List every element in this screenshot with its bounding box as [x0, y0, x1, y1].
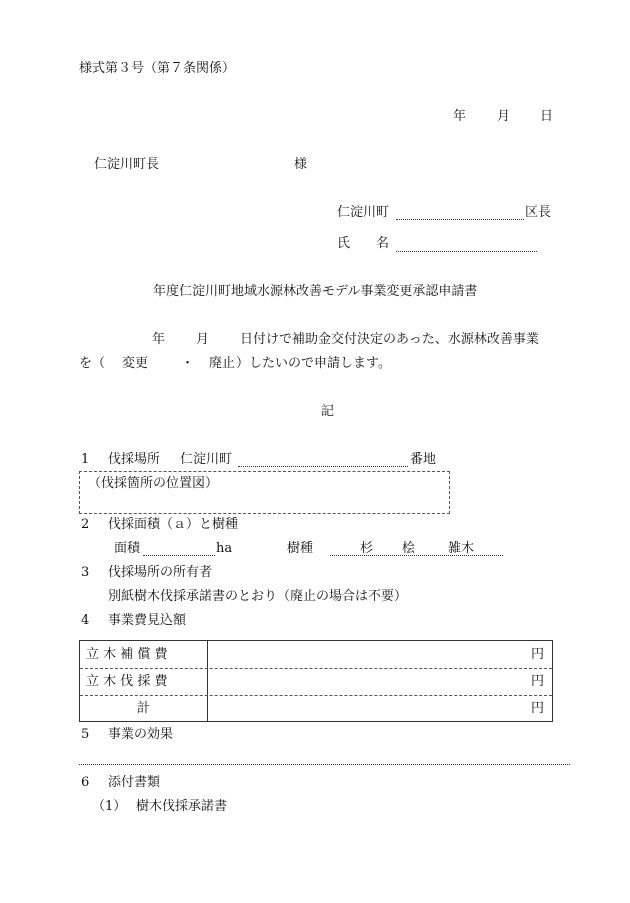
item6-sub-number: （1）	[92, 799, 127, 814]
item4-label: 事業費見込額	[108, 613, 187, 628]
document-title: 年度仁淀川町地域水源林改善モデル事業変更承認申請書	[153, 284, 478, 299]
item2-label: 伐採面積（ａ）と樹種	[108, 517, 239, 532]
date-day-label: 日	[540, 109, 554, 124]
option-change: 変更	[122, 356, 149, 371]
item1-suffix: 番地	[410, 452, 437, 467]
option-abolish: 廃止	[209, 356, 236, 371]
cost-row-label: 計	[137, 701, 151, 716]
item3-note: 別紙樹木伐採承諾書のとおり（廃止の場合は不要）	[108, 589, 408, 604]
effect-field[interactable]	[79, 764, 570, 765]
applicant-district-field[interactable]	[396, 219, 524, 220]
item4-number: 4	[81, 613, 90, 628]
body-line1-text: 日付けで補助金交付決定のあった、水源林改善事業	[240, 332, 539, 347]
ki-mark: 記	[321, 404, 335, 419]
item5-number: 5	[81, 727, 90, 742]
body-month-label: 月	[196, 332, 210, 347]
cost-row-unit: 円	[530, 647, 544, 662]
form-label: 様式第３号（第７条関係）	[79, 61, 236, 76]
date-month-label: 月	[497, 109, 511, 124]
item6-label: 添付書類	[108, 775, 161, 790]
species-sugi: 杉	[360, 541, 374, 556]
cost-row-unit: 円	[530, 701, 544, 716]
area-label: 面積	[114, 541, 141, 556]
species-field[interactable]	[330, 555, 503, 556]
body-line2-close: ）したいので申請します。	[236, 356, 391, 371]
body-line2-open: を（	[79, 356, 106, 371]
item3-label: 伐採場所の所有者	[108, 565, 213, 580]
item1-town: 仁淀川町	[180, 452, 233, 467]
item5-label: 事業の効果	[108, 727, 174, 742]
date-year-label: 年	[453, 109, 467, 124]
item1-label: 伐採場所	[108, 452, 161, 467]
species-hinoki: 桧	[402, 541, 416, 556]
species-zouki: 雑木	[448, 541, 475, 556]
cost-estimate-table	[79, 640, 553, 722]
applicant-district-prefix: 仁淀川町	[337, 205, 390, 220]
species-label: 樹種	[287, 541, 314, 556]
area-unit: ha	[216, 541, 233, 556]
area-field[interactable]	[143, 555, 215, 556]
option-separator: ・	[181, 356, 195, 371]
table-column-divider	[207, 641, 208, 721]
addressee-honorific: 様	[294, 157, 308, 172]
table-row-divider	[80, 695, 552, 696]
body-year-label: 年	[152, 332, 166, 347]
addressee-name: 仁淀川町長	[94, 157, 160, 172]
item1-number: 1	[81, 452, 90, 467]
location-map-note: （伐採箇所の位置図）	[88, 476, 219, 491]
cost-row-label: 立 木 伐 採 費	[86, 674, 168, 689]
item6-sub-label: 樹木伐採承諾書	[136, 799, 228, 814]
cost-row-unit: 円	[530, 674, 544, 689]
item6-number: 6	[81, 775, 90, 790]
item1-address-field[interactable]	[238, 466, 408, 467]
cost-row-label: 立 木 補 償 費	[86, 647, 168, 662]
item3-number: 3	[81, 565, 90, 580]
applicant-name-label: 氏 名	[337, 236, 390, 251]
table-row-divider	[80, 668, 552, 669]
applicant-name-field[interactable]	[396, 251, 537, 252]
applicant-district-suffix: 区長	[525, 205, 552, 220]
item2-number: 2	[81, 517, 90, 532]
